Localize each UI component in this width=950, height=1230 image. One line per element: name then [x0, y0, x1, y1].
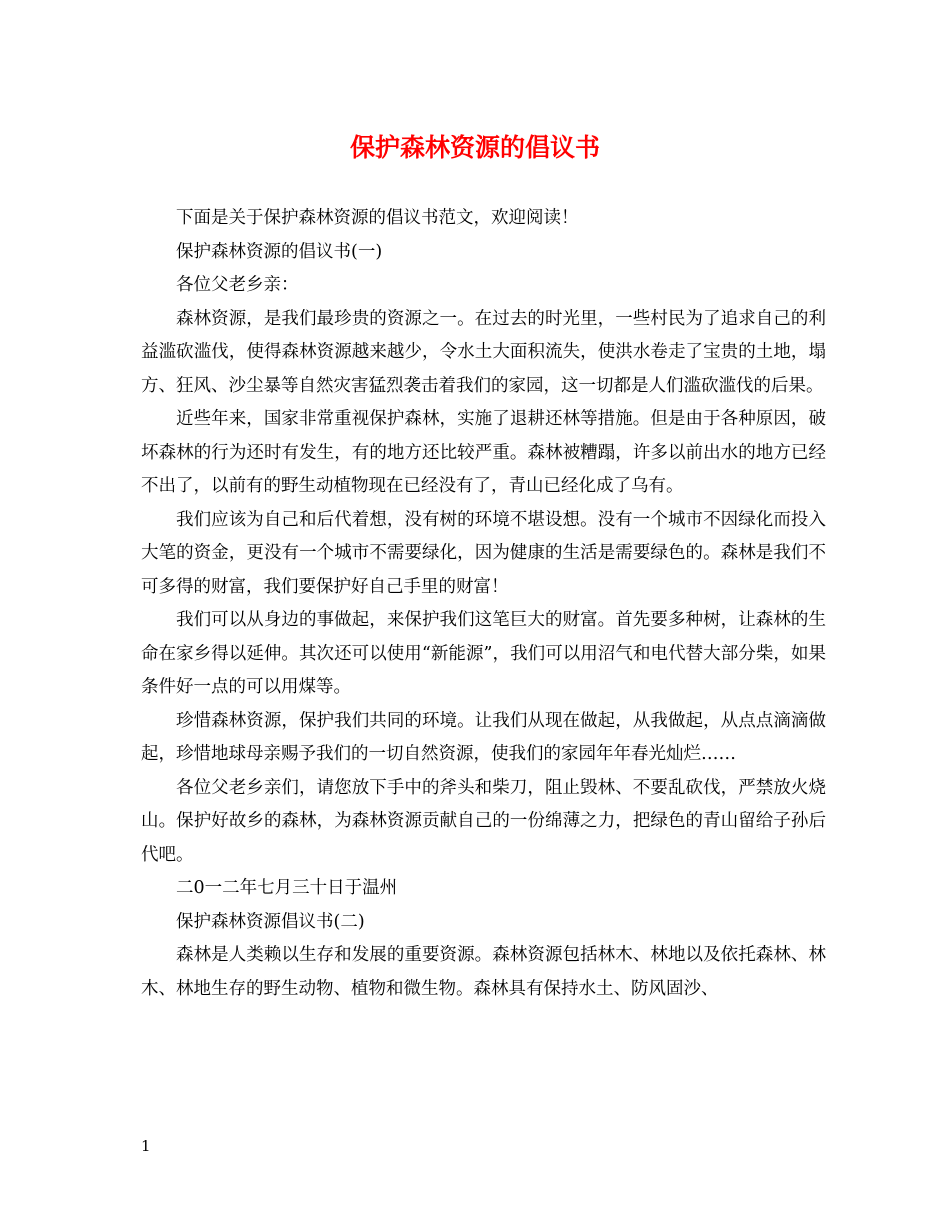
paragraph: 各位父老乡亲们，请您放下手中的斧头和柴刀，阻止毁林、不要乱砍伐，严禁放火烧山。保护好故乡的森林，为森林资源贡献自己的一份绵薄之力，把绿色的青山留给子孙后代吧。	[141, 777, 826, 865]
paragraph: 保护森林资源倡议书(二)	[176, 911, 365, 932]
paragraph: 保护森林资源的倡议书(一)	[176, 241, 383, 262]
paragraph: 我们应该为自己和后代着想，没有树的环境不堪设想。没有一个城市不因绿化而投入大笔的资金，更没有一个城市不需要绿化，因为健康的生活是需要绿色的。森林是我们不可多得的财富，我们要保护好自己手里的财富！	[141, 509, 826, 597]
document-body	[141, 202, 826, 1006]
paragraph: 下面是关于保护森林资源的倡议书范文，欢迎阅读！	[176, 208, 579, 228]
paragraph: 各位父老乡亲：	[176, 275, 299, 295]
paragraph: 近些年来，国家非常重视保护森林，实施了退耕还林等措施。但是由于各种原因，破坏森林的行为还时有发生，有的地方还比较严重。森林被糟蹋，许多以前出水的地方已经不出了，以前有的野生动植物现在已经没有了，青山已经化成了乌有。	[141, 409, 826, 496]
page-number: 1	[141, 1137, 151, 1155]
paragraph: 二0一二年七月三十日于温州	[176, 878, 398, 898]
paragraph: 森林资源，是我们最珍贵的资源之一。在过去的时光里，一些村民为了追求自己的利益滥砍滥伐，使得森林资源越来越少，令水土大面积流失，使洪水卷走了宝贵的土地，塌方、狂风、沙尘暴等自然灾害猛烈袭击着我们的家园，这一切都是人们滥砍滥伐的后果。	[141, 308, 826, 396]
document-title: 保护森林资源的倡议书	[349, 133, 600, 162]
paragraph: 森林是人类赖以生存和发展的重要资源。森林资源包括林木、林地以及依托森林、林木、林地生存的野生动物、植物和微生物。森林具有保持水土、防风固沙、	[141, 945, 826, 999]
paragraph: 我们可以从身边的事做起，来保护我们这笔巨大的财富。首先要多种树，让森林的生命在家乡得以延伸。其次还可以使用“新能源”，我们可以用沼气和电代替大部分柴，如果条件好一点的可以用煤等。	[141, 610, 826, 697]
paragraph: 珍惜森林资源，保护我们共同的环境。让我们从现在做起，从我做起，从点点滴滴做起，珍惜地球母亲赐予我们的一切自然资源，使我们的家园年年春光灿烂……	[141, 710, 826, 764]
